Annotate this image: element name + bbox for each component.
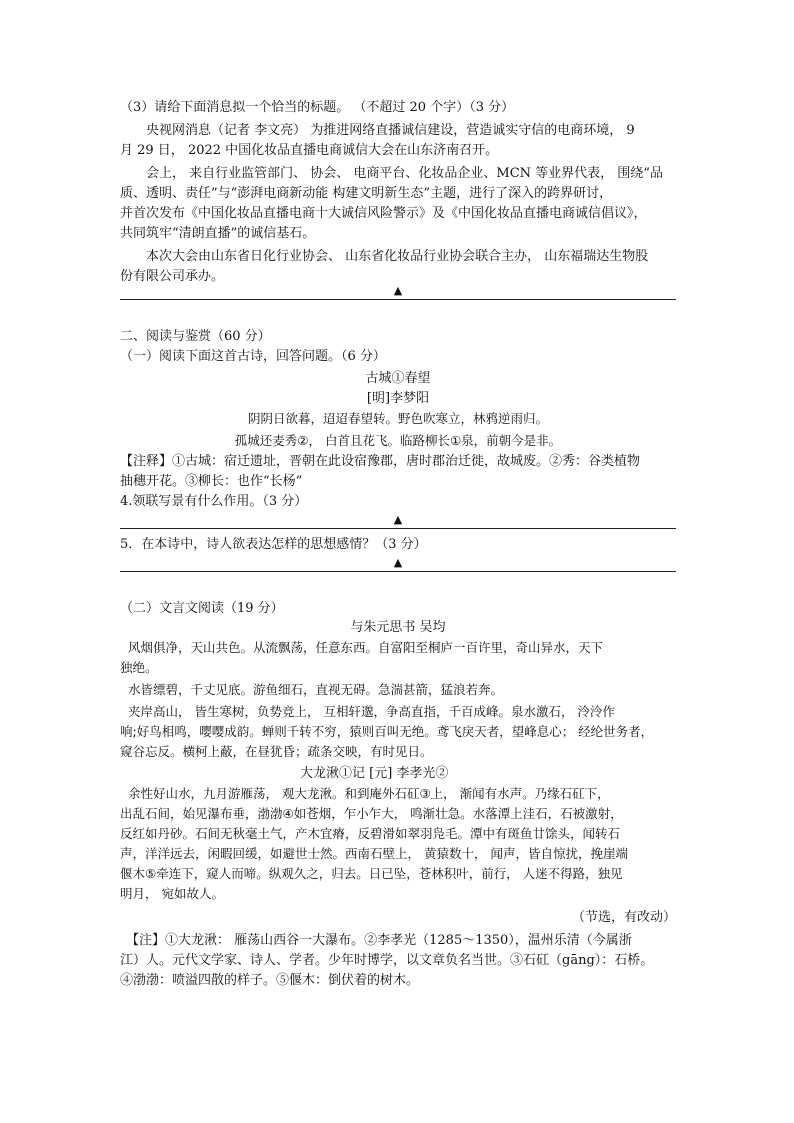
question-5: 5．在本诗中，诗人欲表达怎样的思想感情？（3 分） xyxy=(120,537,427,552)
classical-note: 江）人。元代文学家、诗人、学者。少年时博学，以文章负名当世。③石矼（gāng）：石桥。 xyxy=(120,953,654,968)
answer-line[interactable] xyxy=(120,299,676,300)
news-line: 央视网消息（记者 李文亮） 为推进网络直播诚信建设，营造诚实守信的电商环境， 9 xyxy=(146,123,635,138)
poem-note: 抽穗开花。③柳长：也作“长杨” xyxy=(120,474,303,489)
poem-part-heading: （一）阅读下面这首古诗，回答问题。（6 分） xyxy=(120,349,386,364)
source-note: （节选，有改动） xyxy=(571,910,676,925)
news-line: 本次大会由山东省日化行业协会、 山东省化妆品行业协会联合主办， 山东福瑞达生物股 xyxy=(146,249,649,264)
q3-prompt: （3）请给下面消息拟一个恰当的标题。 （不超过 20 个字）（3 分） xyxy=(120,100,515,115)
news-line: 并首次发布《中国化妆品直播电商十大诚信风险警示》及《中国化妆品直播电商诚信倡议》， xyxy=(120,206,647,221)
poem-title: 古城①春望 xyxy=(365,371,431,386)
text2-line: 出乱石间，始见瀑布垂，渤渤④如苍烟，乍小乍大， 鸣渐壮急。水落潭上洼石，石被激射， xyxy=(120,806,623,821)
poem-line: 阴阴日欲暮，迢迢春望转。野色吹寒立，林鸦逆雨归。 xyxy=(247,411,548,426)
text2-line: 余性好山水，九月游雁荡， 观大龙湫。和到庵外石矼③上， 渐闻有水声。乃缘石矼下， xyxy=(128,786,610,801)
poem-author: [明]李梦阳 xyxy=(366,391,430,406)
text1-line: 风烟俱净，天山共色。从流飘荡，任意东西。自富阳至桐庐一百许里，奇山异水，天下 xyxy=(128,640,604,655)
answer-mark: ▲ xyxy=(393,284,403,297)
text1-line: 水皆缥碧，千丈见底。游鱼细石，直视无碍。急湍甚箭，猛浪若奔。 xyxy=(128,682,504,697)
poem-note: 【注释】①古城：宿迁遗址，晋朝在此设宿豫郡，唐时郡治迁徙，故城废。②秀：谷类植物 xyxy=(120,454,641,469)
news-line: 共同筑牢“清朗直播”的诚信基石。 xyxy=(120,226,316,241)
answer-line[interactable] xyxy=(120,571,676,572)
text2-line: 明月， 宛如故人。 xyxy=(120,886,224,901)
text2-line: 反红如丹砂。石间无秋毫土气，产木宜瘠，反碧滑如翠羽凫毛。潭中有斑鱼廿馀头，闻转石 xyxy=(120,826,621,841)
question-4: 4.领联写景有什么作用。（3 分） xyxy=(120,494,308,509)
text2-line: 声，洋洋远去，闲暇回缓，如避世士然。西南石壁上， 黄猿数十， 闻声，皆自惊扰，挽崖端 xyxy=(120,846,628,861)
answer-line[interactable] xyxy=(120,528,676,529)
text2-line: 偃木⑤牵连下，窥人而啼。纵观久之，归去。日已坠，苍林积叶，前行， 人迷不得路，独见 xyxy=(120,866,623,881)
text1-line: 独绝。 xyxy=(120,660,158,675)
news-line: 份有限公司承办。 xyxy=(120,269,225,284)
poem-line: 孤城还麦秀②， 白首且花飞。临路柳长①泉，前朝今是非。 xyxy=(234,433,562,448)
classical-note: ④渤渤：喷溢四散的样子。⑤偃木：倒伏着的树木。 xyxy=(120,973,420,988)
text1-title: 与朱元思书 吴均 xyxy=(350,620,446,635)
news-line: 会上， 来自行业监管部门、 协会、 电商平台、化妆品企业、MCN 等业界代表， 围绕“品 xyxy=(146,166,663,181)
text2-title: 大龙湫①记 [元] 李孝光② xyxy=(300,766,449,781)
text1-line: 窥谷忘反。横柯上蔽，在昼犹昏；疏条交映，有时见日。 xyxy=(120,744,433,759)
classical-note: 【注】①大龙湫： 雁荡山西谷一大瀑布。②李孝光（1285～1350），温州乐清（今属浙 xyxy=(126,933,632,948)
answer-mark: ▲ xyxy=(393,513,403,526)
text1-line: 夹岸高山， 皆生寒树，负势竞上， 互相轩邈，争高直指，千百成峰。泉水激石， 泠泠作 xyxy=(128,704,615,719)
text1-line: 响;好鸟相鸣，嘤嘤成韵。蝉则千转不穷，猿则百叫无绝。鸢飞戾天者，望峰息心； 经纶世务者， xyxy=(120,724,654,739)
news-line: 质、透明、责任”与“澎湃电商新动能 构建文明新生态”主题，进行了深入的跨界研讨， xyxy=(120,186,613,201)
answer-mark: ▲ xyxy=(393,556,403,569)
section-heading: 二、阅读与鉴赏（60 分） xyxy=(120,329,271,344)
news-line: 月 29 日， 2022 中国化妆品直播电商诚信大会在山东济南召开。 xyxy=(120,143,499,158)
classical-part-heading: （二）文言文阅读（19 分） xyxy=(120,601,284,616)
